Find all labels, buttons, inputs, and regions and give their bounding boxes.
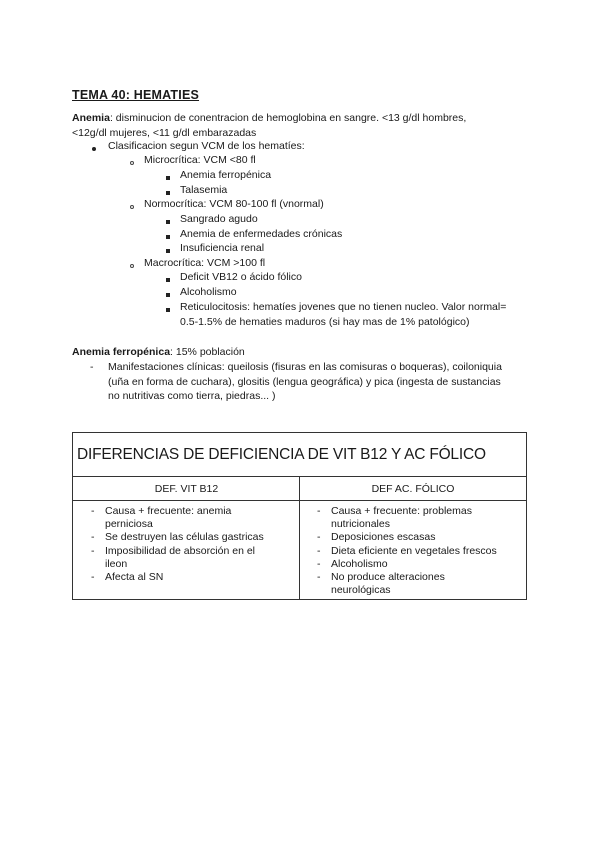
bullet-circle	[130, 156, 134, 171]
list-item: - Causa + frecuente: problemas	[317, 505, 472, 517]
manifest-line1: Manifestaciones clínicas: queilosis (fisuras en las comisuras o boqueras), coiloniquia	[108, 361, 502, 373]
col1-cell	[83, 505, 293, 584]
page-title: TEMA 40: HEMATIES	[72, 88, 200, 102]
list-item: perniciosa	[105, 518, 153, 531]
anemia-definition	[72, 111, 532, 140]
clasificacion-label: Clasificacion segun VCM de los hematíes:	[108, 140, 305, 152]
column-divider	[299, 477, 300, 600]
bullet-circle	[130, 259, 134, 274]
manifest-line2: (uña en forma de cuchara), glositis (lengua geográfica) y pica (ingesta de sustancias	[108, 376, 501, 388]
list-item: Alcoholismo	[180, 286, 237, 298]
list-item: Talasemia	[180, 184, 228, 196]
anemia-definition-line1: : disminucion de conentracion de hemoglobina en sangre. <13 g/dl hombres,	[109, 112, 467, 124]
list-item: Sangrado agudo	[180, 213, 258, 225]
bullet-dot	[92, 142, 96, 157]
table-heading: DIFERENCIAS DE DEFICIENCIA DE VIT B12 Y AC FÓLICO	[73, 433, 526, 477]
list-item: - Alcoholismo	[317, 557, 388, 570]
list-item: Anemia de enfermedades crónicas	[180, 228, 343, 240]
list-item: - No produce alteraciones	[317, 571, 445, 584]
bullet-square	[166, 171, 170, 186]
list-item: - Causa + frecuente: anemia	[91, 505, 232, 517]
group-label-normo: Normocrítica: VCM 80-100 fl (vnormal)	[144, 198, 324, 210]
bullet-square	[166, 230, 170, 245]
list-item: neurológicas	[331, 584, 391, 597]
col1-header: DEF. VIT B12	[73, 477, 300, 501]
group-label-macro: Macrocrítica: VCM >100 fl	[144, 257, 266, 269]
reticulocitosis-line1: Reticulocitosis: hematíes jovenes que no tienen nucleo. Valor normal=	[180, 301, 507, 313]
ferropenica-heading	[72, 345, 532, 360]
list-item: - Afecta al SN	[91, 571, 164, 584]
group-label-micro: Microcrítica: VCM <80 fl	[144, 154, 256, 166]
bullet-dash: -	[90, 361, 94, 373]
col2-cell	[309, 505, 523, 597]
anemia-term: Anemia	[72, 112, 110, 124]
ferropenica-rest: : 15% población	[170, 346, 245, 358]
list-item: Insuficiencia renal	[180, 242, 265, 254]
bullet-circle	[130, 200, 134, 215]
bullet-square	[166, 273, 170, 288]
manifest-line3: no nutritivas como tierra, piedras... )	[108, 390, 276, 402]
ferropenica-term: Anemia ferropénica	[72, 346, 171, 358]
list-item: - Se destruyen las células gastricas	[91, 531, 264, 544]
list-item: - Dieta eficiente en vegetales frescos	[317, 544, 497, 557]
anemia-definition-line2: <12g/dl mujeres, <11 g/dl embarazadas	[72, 126, 257, 139]
list-item: - Deposiciones escasas	[317, 531, 436, 544]
list-item: - Imposibilidad de absorción en el	[91, 544, 256, 557]
bullet-square	[166, 303, 170, 318]
reticulocitosis-line2: 0.5-1.5% de hematies maduros (si hay mas de 1% patológico)	[180, 316, 470, 328]
list-item: nutricionales	[331, 518, 390, 531]
list-item: Deficit VB12 o ácido fólico	[180, 271, 302, 283]
list-item: ileon	[105, 557, 128, 570]
comparison-table	[72, 432, 527, 600]
col2-header: DEF AC. FÓLICO	[300, 477, 526, 501]
bullet-square	[166, 215, 170, 230]
bullet-square	[166, 288, 170, 303]
list-item: Anemia ferropénica	[180, 169, 272, 181]
